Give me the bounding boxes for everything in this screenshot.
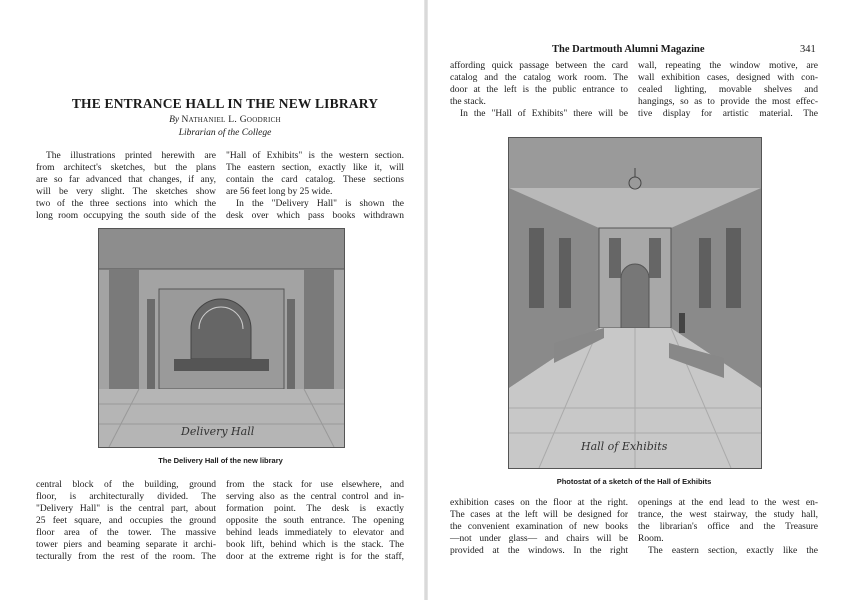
text-line: desk over which pass books withdrawn (226, 211, 404, 221)
text-line: The illustrations printed herewith are (46, 151, 216, 161)
text-line: cealed lighting, movable shelves and (638, 85, 818, 95)
text-line: The eastern section, exactly like it, will (226, 163, 404, 173)
text-line: door at the left is the public entrance to (450, 85, 628, 95)
text-line: affording quick passage between the card (450, 61, 628, 71)
text-line: tecturally from the rest of the room. The (36, 552, 216, 562)
text-line: opposite the south entrance. The opening (226, 516, 404, 526)
page-number: 341 (800, 44, 816, 55)
hall-of-exhibits-sketch (508, 137, 762, 469)
text-line: —not under glass— and chairs will be (450, 534, 628, 544)
text-line: tower piers and beaming separate it archi- (36, 540, 216, 550)
text-line: exhibition cases on the floor at the right. (450, 498, 628, 508)
text-line: floor area of the tower. The massive (36, 528, 216, 538)
text-line: wall exhibition cases, designed with con- (638, 73, 818, 83)
text-line: 25 feet square, and occupies the ground (36, 516, 216, 526)
text-line: the stack. (450, 97, 486, 107)
text-line: behind leads immediately to elevator and (226, 528, 404, 538)
text-line: door at the extreme right is for the staff, (226, 552, 404, 562)
text-line: wall, repeating the window motive, are (638, 61, 818, 71)
text-line: serving also as the central control and in- (226, 492, 404, 502)
left-col2-top (226, 150, 404, 222)
text-line: provided at the windows. In the right (450, 546, 628, 556)
right-col1-bottom (450, 497, 628, 557)
text-line: are 56 feet long by 25 wide. (226, 187, 333, 197)
text-line: central block of the building, ground (36, 480, 216, 490)
text-line: floor, is architecturally divided. The (36, 492, 216, 502)
text-line: Room. (638, 534, 664, 544)
text-line: In the "Delivery Hall" is shown the (236, 199, 404, 209)
text-line: hangings, so as to provide the most effec- (638, 97, 818, 107)
text-line: tive display for artistic material. The (638, 109, 818, 119)
text-line: the librarian's office and the Treasure (638, 522, 818, 532)
text-line: trance, the west stairway, the study hall, (638, 510, 818, 520)
article-title: THE ENTRANCE HALL IN THE NEW LIBRARY (71, 96, 379, 111)
left-col1-top (36, 150, 216, 222)
text-line: formation point. The desk is exactly (226, 504, 404, 514)
text-line: The eastern section, exactly like the (648, 546, 818, 556)
text-line: "Delivery Hall" is the central part, about (36, 504, 216, 514)
text-line: openings at the end lead to the west en- (638, 498, 818, 508)
left-col1-bottom (36, 479, 216, 563)
text-line: are so far advanced that changes, if any, (36, 175, 216, 185)
text-line: contain the card catalog. These sections (226, 175, 404, 185)
text-line: catalog and the catalog work room. The (450, 73, 628, 83)
text-line: will be very slight. The sketches show (36, 187, 216, 197)
text-line: from architect's sketches, but the plans (36, 163, 216, 173)
byline (50, 115, 400, 125)
right-col2-top (638, 60, 818, 120)
running-title: The Dartmouth Alumni Magazine (552, 44, 705, 55)
right-col1-top (450, 60, 628, 120)
figure-caption: Photostat of a sketch of the Hall of Exhibits (556, 477, 712, 486)
right-page (426, 0, 852, 600)
delivery-hall-sketch (98, 228, 345, 448)
text-line: from the stack for use elsewhere, and (226, 480, 404, 490)
sketch-signature: Delivery Hall (181, 425, 255, 438)
text-line: the convenient examination of new books (450, 522, 628, 532)
byline-prefix: By (169, 115, 180, 125)
text-line: book lift, behind which is the stack. The (226, 540, 404, 550)
delivery-hall-drawing (99, 229, 344, 447)
text-line: In the "Hall of Exhibits" there will be (460, 109, 628, 119)
left-col2-bottom (226, 479, 404, 563)
text-line: two of the three sections into which the (36, 199, 216, 209)
text-line: "Hall of Exhibits" is the western section. (226, 151, 404, 161)
hall-of-exhibits-drawing (509, 138, 761, 468)
author-role: Librarian of the College (178, 128, 272, 138)
text-line: The cases at the left will be designed for (450, 510, 628, 520)
author-name: Nathaniel L. Goodrich (181, 115, 281, 125)
text-line: long room occupying the south side of the (36, 211, 216, 221)
right-col2-bottom (638, 497, 818, 557)
figure-caption: The Delivery Hall of the new library (158, 456, 283, 465)
sketch-signature: Hall of Exhibits (581, 440, 668, 453)
